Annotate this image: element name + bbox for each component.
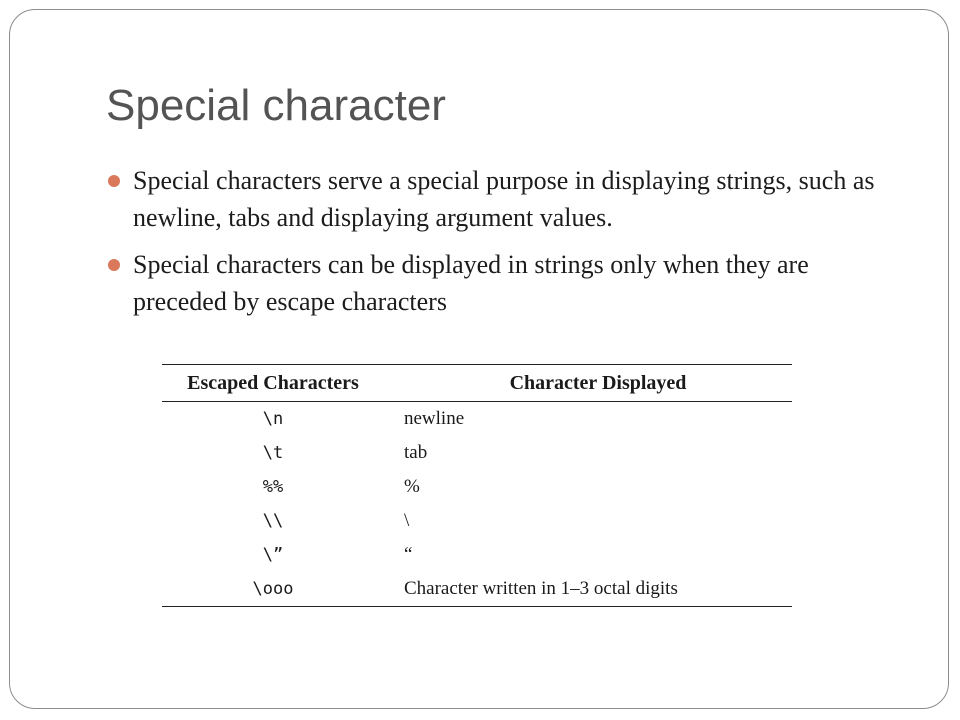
- bullet-dot-icon: [108, 259, 120, 271]
- escape-sequence-cell: \n: [262, 409, 284, 429]
- header-escaped-characters: Escaped Characters: [187, 371, 359, 394]
- escape-sequence-cell: \t: [262, 443, 284, 463]
- table-row: [162, 436, 792, 470]
- bullet-item: [108, 162, 908, 236]
- table-row: [162, 504, 792, 538]
- displayed-character-cell: tab: [404, 442, 428, 463]
- displayed-character-cell: “: [404, 544, 413, 565]
- escape-characters-table-body: [162, 402, 792, 606]
- bullet-list: [108, 162, 908, 330]
- bullet-item: [108, 246, 908, 320]
- bullet-text: Special characters can be displayed in strings only when they are preceded by escape characters: [133, 250, 809, 316]
- table-row: [162, 572, 792, 606]
- table-row: [162, 402, 792, 436]
- table-row: [162, 470, 792, 504]
- displayed-character-cell: newline: [404, 408, 465, 429]
- bullet-dot-icon: [108, 175, 120, 187]
- escape-characters-table: [162, 365, 792, 401]
- escape-sequence-cell: \ooo: [252, 579, 294, 599]
- bullet-text: Special characters serve a special purpose in displaying strings, such as newline, tabs and displaying argument values.: [133, 166, 875, 232]
- escape-sequence-cell: %%: [262, 477, 284, 497]
- slide-title: Special character: [106, 81, 446, 130]
- escape-table-container: [162, 364, 792, 607]
- header-character-displayed: Character Displayed: [509, 371, 687, 394]
- displayed-character-cell: %: [404, 476, 420, 497]
- escape-sequence-cell: \”: [262, 545, 284, 565]
- table-header-row: [162, 365, 792, 401]
- table-row: [162, 538, 792, 572]
- escape-sequence-cell: \\: [262, 511, 284, 531]
- displayed-character-cell: Character written in 1–3 octal digits: [404, 578, 678, 599]
- table-bottom-rule: [162, 606, 792, 607]
- displayed-character-cell: \: [404, 510, 410, 531]
